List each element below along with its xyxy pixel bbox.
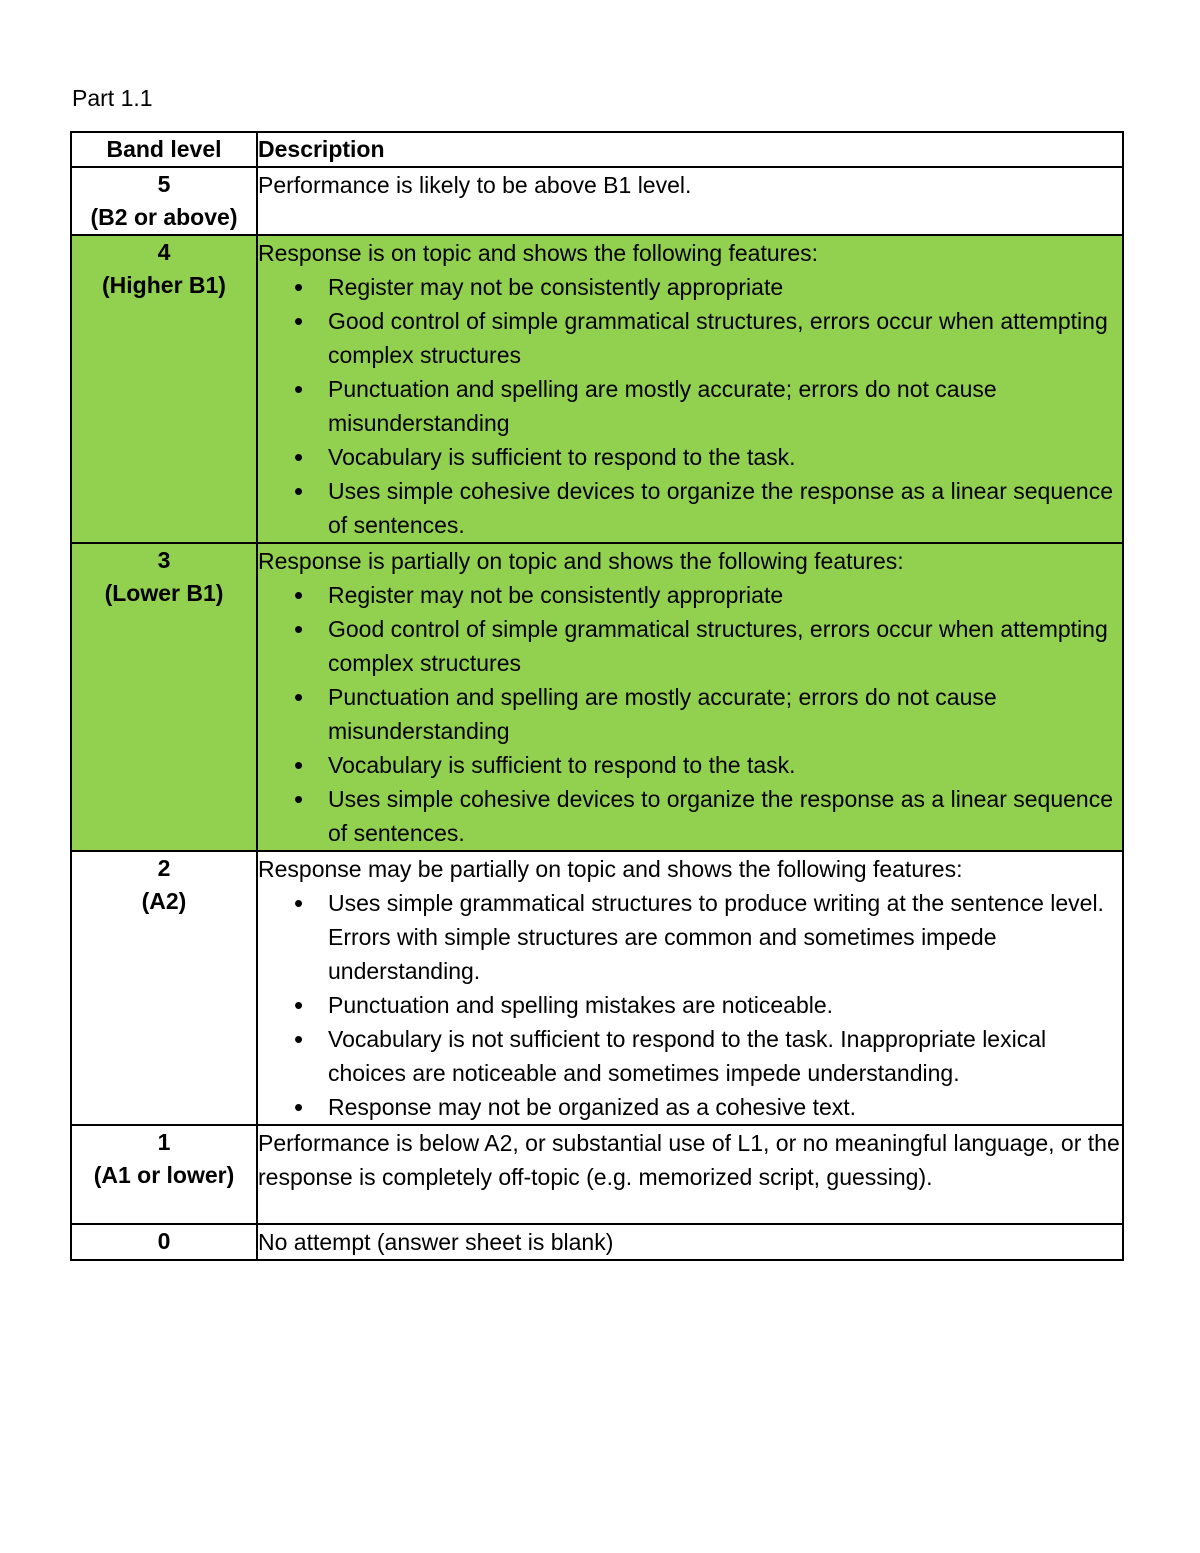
feature-item: • Register may not be consistently appropriate xyxy=(258,270,1122,304)
description-header: Description xyxy=(257,132,1123,167)
band-cefr-level: (B2 or above) xyxy=(90,204,238,230)
feature-item: • Uses simple grammatical structures to produce writing at the sentence level. Errors with simple structures are common and sometimes impede understanding. xyxy=(258,886,1122,988)
description-cell xyxy=(257,543,1123,851)
description-cell xyxy=(257,1224,1123,1260)
feature-list xyxy=(258,270,1122,542)
band-cell xyxy=(71,851,257,1125)
band-level-header: Band level xyxy=(71,132,257,167)
description-intro: Response may be partially on topic and shows the following features: xyxy=(258,856,963,882)
feature-item: • Vocabulary is not sufficient to respond to the task. Inappropriate lexical choices are noticeable and sometimes impede understanding. xyxy=(258,1022,1122,1090)
band-row-2 xyxy=(71,851,1123,1125)
description-cell xyxy=(257,851,1123,1125)
band-score: 0 xyxy=(157,1228,171,1254)
feature-item: • Vocabulary is sufficient to respond to the task. xyxy=(258,440,1122,474)
band-score: 4 xyxy=(157,239,171,265)
feature-list xyxy=(258,578,1122,850)
band-cell xyxy=(71,1125,257,1224)
band-cefr-level: (Higher B1) xyxy=(102,272,226,298)
band-cefr-level: (A1 or lower) xyxy=(93,1162,235,1188)
feature-item: • Uses simple cohesive devices to organize the response as a linear sequence of sentences. xyxy=(258,782,1122,850)
table-header-row xyxy=(71,132,1123,167)
band-row-0 xyxy=(71,1224,1123,1260)
feature-item: • Uses simple cohesive devices to organize the response as a linear sequence of sentences. xyxy=(258,474,1122,542)
band-row-4 xyxy=(71,235,1123,543)
band-cell xyxy=(71,1224,257,1260)
description-cell xyxy=(257,1125,1123,1224)
feature-item: • Punctuation and spelling are mostly accurate; errors do not cause misunderstanding xyxy=(258,680,1122,748)
feature-item: • Good control of simple grammatical structures, errors occur when attempting complex structures xyxy=(258,304,1122,372)
band-descriptor-table xyxy=(70,131,1124,1261)
description-text: Performance is likely to be above B1 level. xyxy=(258,172,692,198)
band-row-1 xyxy=(71,1125,1123,1224)
feature-list xyxy=(258,886,1122,1124)
band-cefr-level: (Lower B1) xyxy=(104,580,224,606)
band-cefr-level: (A2) xyxy=(141,888,187,914)
band-row-5 xyxy=(71,167,1123,235)
feature-item: • Vocabulary is sufficient to respond to the task. xyxy=(258,748,1122,782)
feature-item: • Good control of simple grammatical structures, errors occur when attempting complex structures xyxy=(258,612,1122,680)
description-cell xyxy=(257,167,1123,235)
band-cell xyxy=(71,235,257,543)
feature-item: • Punctuation and spelling are mostly accurate; errors do not cause misunderstanding xyxy=(258,372,1122,440)
feature-item: • Punctuation and spelling mistakes are noticeable. xyxy=(258,988,1122,1022)
band-score: 1 xyxy=(157,1129,171,1155)
feature-item: • Response may not be organized as a cohesive text. xyxy=(258,1090,1122,1124)
band-cell xyxy=(71,543,257,851)
band-cell xyxy=(71,167,257,235)
band-score: 2 xyxy=(157,855,171,881)
description-intro: Response is on topic and shows the following features: xyxy=(258,240,818,266)
band-row-3 xyxy=(71,543,1123,851)
description-text: No attempt (answer sheet is blank) xyxy=(258,1229,614,1255)
feature-item: • Register may not be consistently appropriate xyxy=(258,578,1122,612)
description-text: Performance is below A2, or substantial use of L1, or no meaningful language, or the response is completely off-topic (e.g. memorized script, guessing). xyxy=(258,1130,1120,1190)
band-score: 5 xyxy=(157,171,171,197)
band-score: 3 xyxy=(157,547,171,573)
page-heading: Part 1.1 xyxy=(72,85,153,111)
description-intro: Response is partially on topic and shows the following features: xyxy=(258,548,904,574)
description-cell xyxy=(257,235,1123,543)
